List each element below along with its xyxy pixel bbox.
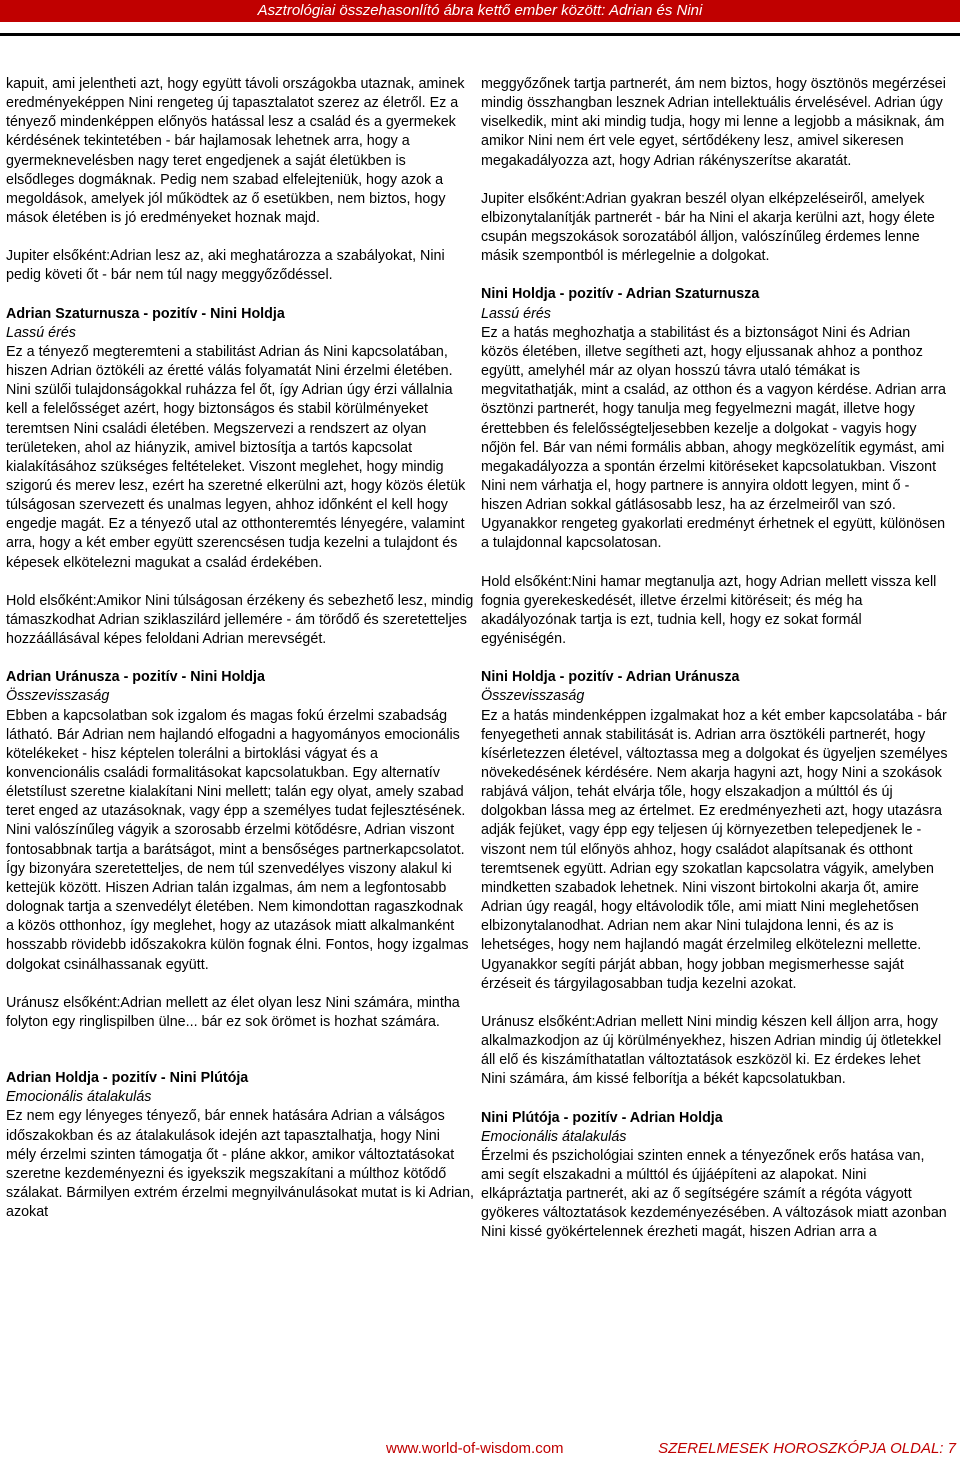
- section-nini-hold-adrian-szaturnusz: [481, 285, 949, 553]
- footer-site-link[interactable]: www.world-of-wisdom.com: [386, 1440, 564, 1457]
- section-body: Ez a hatás mindenképpen izgalmakat hoz a két ember kapcsolatába - bár fenyegetheti annak stabilitását is. Adrian arra ösztökéli partnerét, hogy kísérletezzen életével, változtassa meg a dolgokat és ügyeljen személyes növekedésének kérdésére. Nem akarja hagyni azt, hogy Nini a szokások rabjává váljon, tehát elvárja tőle, hogy elszakadjon a múlttól és új dolgokban lássa meg az értelmet. Ez eredményezheti azt, hogy utazásra adják fejüket, vagy épp egy teljesen új környezetben telepedjenek le - viszont nem túl előnyös ahhoz, hogy családot alapítsanak és otthont teremtsenek együtt. Adrian egy szokatlan kapcsolatra vágyik, amelyben mindketten szabadok lehetnek. Nini viszont birtokolni akarja őt, amire Adrian úgy reagál, hogy eltávolodik tőle, ami miatt Nini meglehetősen elbizonytalanodhat. Adrian nem akar Nini tulajdona lenni, és az is lehetséges, hogy nem hajlandó magát érzelmileg elkötelezni mellette. Ugyanakkor segíti párját abban, hogy jobban megismerhesse saját érzéseit és tárgyilagosabban tudja kezelni azokat.: [481, 707, 948, 992]
- footer-page-number: SZERELMESEK HOROSZKÓPJA OLDAL: 7: [658, 1440, 956, 1457]
- section-title: Nini Holdja - pozitív - Adrian Uránusza: [481, 669, 740, 686]
- section-adrian-hold-nini-pluto: [6, 1069, 474, 1222]
- section-subtitle: Összevisszaság: [481, 688, 585, 705]
- right-intro-paragraph-2: Jupiter elsőként:Adrian gyakran beszél olyan elképzeléseiről, amelyek elbizonytalanítják partnerét - bár ha Nini el akarja kerülni azt, hogy élete csupán megszokások sorozatából álljon, valószínűleg érdemes lenne másik szempontból is mérlegelnie a dolgokat.: [481, 190, 935, 265]
- section-subtitle: Emocionális átalakulás: [6, 1089, 152, 1106]
- section-title: Adrian Holdja - pozitív - Nini Plútója: [6, 1070, 249, 1087]
- right-column: [481, 75, 949, 1262]
- section-body: Érzelmi és pszichológiai szinten ennek a tényezőnek erős hatása van, ami segít elszakadni a múlttól és újjáépíteni az alapokat. Nini elkápráztatja partnerét, aki az ő segítségére számít a régóta vágyott gyökeres változtatások kezdeményezésében. A változások miatt azonban Nini kissé gyökértelennek érezheti magát, hiszen Adrian arra a: [481, 1147, 947, 1241]
- section-title: Nini Plútója - pozitív - Adrian Holdja: [481, 1109, 723, 1126]
- section-body: Ez a hatás meghozhatja a stabilitást és a biztonságot Nini és Adrian közös életében, illetve segítheti azt, hogy eljussanak ahhoz a ponthoz együtt, amelyhél már az olyan hosszú távra utaló témákat is megvitathatják, mint a család, az otthon és a vagyon kérdése. Adrian arra ösztönzi partnerét, hogy tanulja meg fegyelmezni magát, illetve hogy érettebben és felelősségteljesebben kezelje a dolgokat - vagyis hogy nőjön fel. Bár van némi formális abban, ahogy megközelítik egymást, ami megakadályozza a spontán érzelmi kitöréseket kapcsolatukban. Viszont Nini nem várhatja el, hogy partnere is annyira oldott legyen, mint ő - hiszen Adrian sokkal gátlásosabb lesz, ha az érzelmeiről van szó. Ugyanakkor rengeteg gyakorlati eredményt érhetnek el együtt, különösen a tulajdonnal kapcsolatosan.: [481, 324, 946, 552]
- section-title: Nini Holdja - pozitív - Adrian Szaturnusza: [481, 286, 760, 303]
- section-note: Hold elsőként:Nini hamar megtanulja azt, hogy Adrian mellett vissza kell fognia gyerekeskedését, illetve érzelmi kitöréseit; és még ha akadályozónak tartja is ezt, tudnia kell, hogy ez sokat formál egyéniségén.: [481, 573, 937, 648]
- section-subtitle: Emocionális átalakulás: [481, 1128, 627, 1145]
- left-intro-paragraph-1: kapuit, ami jelentheti azt, hogy együtt távoli országokba utaznak, aminek eredményeképpen Nini rengeteg új tapasztalatot szerez az életről. Ez a tényező mindenképpen előnyös hatással lesz a család és a gyermekek kérdésének tekintetében - bár hajlamosak lehetnek arra, hogy a gyermeknevelésben nagy teret engedjenek a saját életükben is elsődleges dogmáknak. Pedig nem szabad elfelejteniük, hogy azok a megoldások, amelyek jól működtek az ő esetükben, nem biztos, hogy mások életében is jó eredményeket hoznak majd.: [6, 76, 465, 227]
- section-body: Ebben a kapcsolatban sok izgalom és magas fokú érzelmi szabadság látható. Bár Adrian nem hajlandó elfogadni a hagyományos emocionális kötelékeket - hisz képtelen tolerálni a birtoklási vágyat és a konvencionális családi formalitásokat kapcsolatukban. Egy alternatív életstílust szeretne kialakítani Nini mellett; talán egy olyat, amely szabad teret enged az utazásoknak, vagy épp a személyes tudat fejlesztésének. Nini valószínűleg vágyik a szorosabb érzelmi kötődésre, Adrian viszont fontosabbnak tartja a barátságot, mint a bensőséges partnerkapcsolatot. Így bizonyára szeretetteljes, de nem túl szenvedélyes viszony alakul ki kettejük között. Hiszen Adrian talán izgalmas, ám nem a legfontosabb dolognak tartja a szenvedélyt életében. Nem kimondottan ragaszkodnak a közös otthonhoz, így meglehet, hogy az utazások miatt alkalmanként hosszabb rövidebb időszakokra külön fognak élni. Fontos, hogy izgalmas dolgokat csinálhassanak együtt.: [6, 707, 469, 973]
- section-title: Adrian Uránusza - pozitív - Nini Holdja: [6, 669, 265, 686]
- left-column: [6, 75, 474, 1241]
- section-subtitle: Lassú érés: [6, 324, 76, 341]
- right-intro-paragraph-1: meggyőzőnek tartja partnerét, ám nem biztos, hogy ösztönös megérzései mindig összhangban lesznek Adrian intellektuális érvelésével. Adrian úgy viselkedik, mint aki mindig tudja, hogy mi lenne a legjobb a másiknak, ám amikor Nini nem ért vele egyet, sértődékeny lesz, amivel sikeresen megakadályozza azt, hogy Adrian rákényszerítse akaratát.: [481, 76, 946, 169]
- section-title: Adrian Szaturnusza - pozitív - Nini Holdja: [6, 305, 285, 322]
- section-nini-hold-adrian-uranusz: [481, 668, 949, 994]
- section-subtitle: Összevisszaság: [6, 688, 110, 705]
- section-subtitle: Lassú érés: [481, 305, 551, 322]
- header-divider: [0, 33, 960, 36]
- section-note: Uránusz elsőként:Adrian mellett Nini mindig készen kell álljon arra, hogy alkalmazkodjon az új körülményekhez, hiszen Adrian mindig új ötletekkel áll elő és kiszámíthatatlan változtatások eszközöl ki. Ez érdekes lehet Nini számára, ám kissé felborítja a békét kapcsolatukban.: [481, 1013, 942, 1088]
- section-nini-pluto-adrian-hold: [481, 1109, 949, 1243]
- page-footer: [0, 1440, 960, 1458]
- spacer: [6, 1051, 474, 1069]
- section-note: Uránusz elsőként:Adrian mellett az élet olyan lesz Nini számára, mintha folyton egy ringlispilben ülne... bár ez sok örömet is hozhat számára.: [6, 994, 460, 1030]
- left-intro-paragraph-2: Jupiter elsőként:Adrian lesz az, aki meghatározza a szabályokat, Nini pedig követi őt - bár nem túl nagy meggyőződéssel.: [6, 248, 445, 284]
- section-body: Ez a tényező megteremteni a stabilitást Adrian ás Nini kapcsolatában, hiszen Adrian öztökéli az éretté válás folyamatát Nini érzelmi életében. Nini szülői tulajdonságokkal ruházza fel őt, így Adrian úgy érzi vállalnia kell a felelősséget azért, hogy biztonságos és stabil körülményeket teremtsen Nini családi életében. Megszervezi a rendszert az olyan területeken, ahol az hiányzik, amivel biztosítja a tartós kapcsolat kialakításához szükséges feltételeket. Viszont meglehet, hogy mindig szigorú és merev lesz, ezért ha szeretné elkerülni azt, hogy közös életük túlságosan szervezett és unalmas legyen, ahhoz időnként el kell hogy engedje magát. Ez a tényező utal az otthonteremtés lényegére, valamint arra, hogy a két ember együtt szerencsésen tudja kezelni a tulajdont és képesek elkötelezni magukat a család érdekében.: [6, 343, 466, 571]
- page-header-title: Asztrológiai összehasonlító ábra kettő ember között: Adrian és Nini: [0, 0, 960, 22]
- section-note: Hold elsőként:Amikor Nini túlságosan érzékeny és sebezhető lesz, mindig támaszkodhat Adrian sziklaszilárd jellemére - ám törődő és szeretetteljes hozzáállásával képes feloldani Adrian merevségét.: [6, 592, 474, 648]
- section-adrian-uranusz-nini-hold: [6, 668, 474, 975]
- section-adrian-szaturnusz-nini-hold: [6, 305, 474, 573]
- section-body: Ez nem egy lényeges tényező, bár ennek hatására Adrian a válságos időszakokban és az átalakulások idején azt tapasztalhatja, hogy Nini mély érzelmi szinten támogatja őt - pláne akkor, amikor változtatásokat szeretne kezdeményezni és igyekszik megszakítani a múlthoz kötődő szálakat. Bármilyen extrém érzelmi megnyilvánulásokat mutat is ki Adrian, azokat: [6, 1108, 475, 1221]
